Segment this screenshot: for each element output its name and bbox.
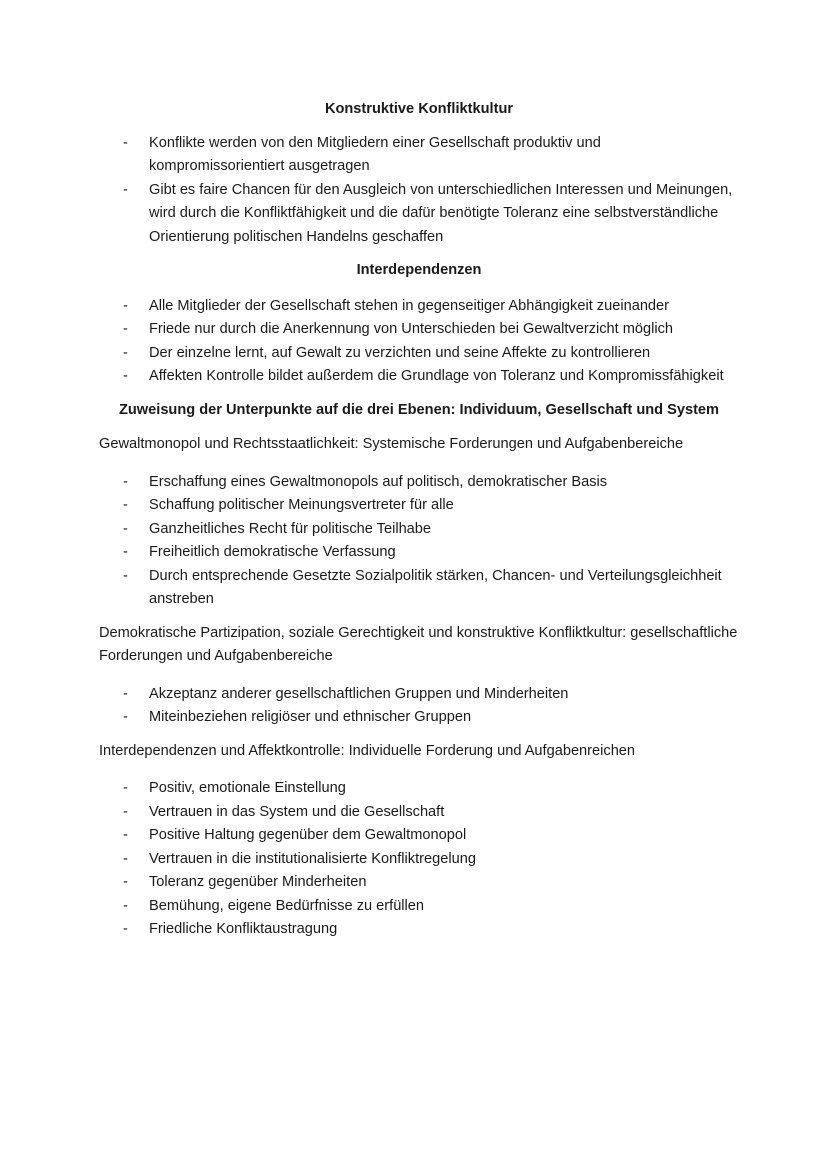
list-item <box>99 824 739 848</box>
list-item-text: Alle Mitglieder der Gesellschaft stehen in gegenseitiger Abhängigkeit zueinander <box>149 297 670 314</box>
dash-marker: - <box>123 544 128 560</box>
list-item <box>99 801 739 825</box>
dash-marker: - <box>123 709 128 725</box>
list-item <box>99 518 739 542</box>
list-item-text: Friedliche Konfliktaustragung <box>149 921 338 937</box>
list-gesellschaft <box>99 683 739 730</box>
list-item <box>99 318 739 342</box>
list-konfliktkultur <box>99 132 739 250</box>
dash-marker: - <box>123 181 128 198</box>
dash-marker: - <box>123 473 128 490</box>
list-item-text: Schaffung politischer Meinungsvertreter für alle <box>149 497 454 513</box>
list-item-text: Konflikte werden von den Mitgliedern einer Gesellschaft produktiv und kompromissorientiert ausgetragen <box>149 134 601 174</box>
dash-marker: - <box>123 134 128 151</box>
list-item <box>99 706 739 730</box>
list-item-text: Freiheitlich demokratische Verfassung <box>149 544 396 560</box>
dash-marker: - <box>123 874 128 890</box>
dash-marker: - <box>123 780 128 796</box>
list-item <box>99 295 739 319</box>
intro-individuum: Interdependenzen und Affektkontrolle: Individuelle Forderung und Aufgabenreichen <box>99 742 636 759</box>
list-item <box>99 471 739 495</box>
list-item <box>99 365 739 389</box>
document-page <box>99 98 739 952</box>
list-item <box>99 494 739 518</box>
list-item <box>99 683 739 707</box>
intro-gesellschaft: Demokratische Partizipation, soziale Gerechtigkeit und konstruktive Konfliktkultur: gesellschaftliche Forderungen und Aufgabenbereiche <box>99 624 738 664</box>
heading-interdependenzen: Interdependenzen <box>356 262 482 278</box>
list-item-text: Miteinbeziehen religiöser und ethnischer Gruppen <box>149 709 472 725</box>
list-item-text: Der einzelne lernt, auf Gewalt zu verzichten und seine Affekte zu kontrollieren <box>149 344 651 361</box>
dash-marker: - <box>123 497 128 513</box>
dash-marker: - <box>123 921 128 937</box>
list-item <box>99 541 739 565</box>
list-item-text: Positiv, emotionale Einstellung <box>149 780 346 796</box>
list-item <box>99 179 739 250</box>
dash-marker: - <box>123 520 128 537</box>
list-item-text: Akzeptanz anderer gesellschaftlichen Gruppen und Minderheiten <box>149 685 569 702</box>
list-item <box>99 848 739 872</box>
heading-konfliktkultur: Konstruktive Konfliktkultur <box>324 101 514 117</box>
list-item-text: Ganzheitliches Recht für politische Teilhabe <box>149 520 432 537</box>
dash-marker: - <box>123 344 128 361</box>
list-individuum <box>99 777 739 942</box>
list-system <box>99 471 739 612</box>
list-item-text: Bemühung, eigene Bedürfnisse zu erfüllen <box>149 897 425 914</box>
list-item-text: Affekten Kontrolle bildet außerdem die Grundlage von Toleranz und Kompromissfähigkeit <box>149 368 724 384</box>
dash-marker: - <box>123 827 128 843</box>
list-item <box>99 565 739 612</box>
dash-marker: - <box>123 297 128 314</box>
list-item <box>99 918 739 942</box>
dash-marker: - <box>123 850 128 867</box>
heading-zuweisung: Zuweisung der Unterpunkte auf die drei Ebenen: Individuum, Gesellschaft und System <box>118 401 720 418</box>
list-item-text: Vertrauen in die institutionalisierte Konfliktregelung <box>149 850 476 867</box>
list-item-text: Friede nur durch die Anerkennung von Unterschieden bei Gewaltverzicht möglich <box>149 321 674 337</box>
list-item <box>99 777 739 801</box>
list-item <box>99 871 739 895</box>
dash-marker: - <box>123 803 128 820</box>
list-item-text: Toleranz gegenüber Minderheiten <box>149 874 367 890</box>
list-item-text: Positive Haltung gegenüber dem Gewaltmonopol <box>149 827 467 843</box>
dash-marker: - <box>123 897 128 914</box>
list-item <box>99 132 739 179</box>
dash-marker: - <box>123 321 128 337</box>
list-item-text: Durch entsprechende Gesetzte Sozialpolitik stärken, Chancen- und Verteilungsgleichheit anstreben <box>149 567 722 607</box>
list-item-text: Vertrauen in das System und die Gesellschaft <box>149 803 445 820</box>
list-item-text: Gibt es faire Chancen für den Ausgleich von unterschiedlichen Interessen und Meinungen, wird durch die Konfliktfähigkeit und die dafür benötigte Toleranz eine selbstverständliche Orientierung politischen Handelns geschaffen <box>149 181 733 245</box>
dash-marker: - <box>123 368 128 384</box>
list-item <box>99 895 739 919</box>
dash-marker: - <box>123 685 128 702</box>
dash-marker: - <box>123 567 128 584</box>
list-item <box>99 342 739 366</box>
list-interdependenzen <box>99 295 739 389</box>
list-item-text: Erschaffung eines Gewaltmonopols auf politisch, demokratischer Basis <box>149 473 608 490</box>
intro-system: Gewaltmonopol und Rechtsstaatlichkeit: Systemische Forderungen und Aufgabenbereiche <box>99 436 684 452</box>
